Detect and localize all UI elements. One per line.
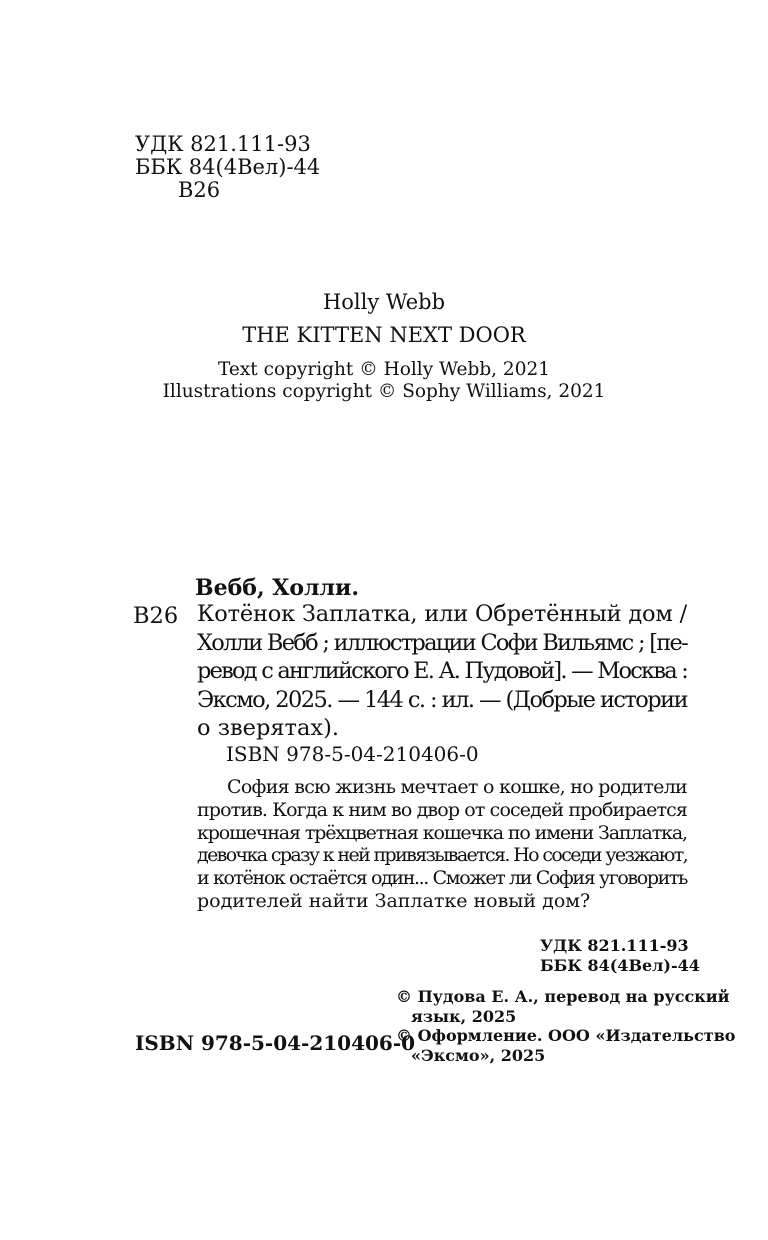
copyright-line: язык, 2025 bbox=[411, 1006, 517, 1026]
author-mark: В26 bbox=[178, 178, 221, 202]
bibliographic-line: Эксмо, 2025. — 144 с. : ил. — (Добрые истории bbox=[197, 686, 687, 713]
illustrations-copyright: Illustrations copyright © Sophy Williams, 2021 bbox=[162, 381, 606, 402]
footer-udk-code: УДК 821.111-93 bbox=[540, 936, 689, 955]
annotation-line: против. Когда к ним во двор от соседей пробирается bbox=[197, 798, 687, 821]
annotation-line: родителей найти Заплатке новый дом? bbox=[197, 889, 591, 912]
annotation-line: крошечная трёхцветная кошечка по имени Заплатка, bbox=[197, 821, 687, 844]
bibliographic-isbn: ISBN 978-5-04-210406-0 bbox=[226, 742, 479, 766]
text-copyright: Text copyright © Holly Webb, 2021 bbox=[217, 359, 551, 380]
footer-bbk-code: ББК 84(4Вел)-44 bbox=[540, 956, 700, 975]
bibliographic-line: Котёнок Заплатка, или Обретённый дом / bbox=[197, 601, 687, 627]
udk-code: УДК 821.111-93 bbox=[135, 132, 311, 156]
bibliographic-line: ревод с английского Е. А. Пудовой]. — Москва : bbox=[197, 658, 687, 684]
bibliographic-author-mark: В26 bbox=[133, 603, 179, 629]
annotation-line: и котёнок остаётся один... Сможет ли София уговорить bbox=[197, 867, 687, 890]
bibliographic-heading: Вебб, Холли. bbox=[195, 575, 360, 601]
copyright-line: «Эксмо», 2025 bbox=[411, 1045, 546, 1065]
bibliographic-description bbox=[197, 600, 687, 743]
original-title: THE KITTEN NEXT DOOR bbox=[242, 323, 526, 347]
bibliographic-line: о зверятах). bbox=[197, 715, 340, 741]
bibliographic-line: Холли Вебб ; иллюстрации Софи Вильямс ; [пе- bbox=[197, 629, 687, 656]
copyright-line: © Оформление. ООО «Издательство bbox=[396, 1026, 736, 1045]
annotation-line: София всю жизнь мечтает о кошке, но родители bbox=[227, 776, 687, 798]
annotation bbox=[197, 776, 687, 913]
footer-isbn: ISBN 978-5-04-210406-0 bbox=[135, 1031, 416, 1055]
bbk-code: ББК 84(4Вел)-44 bbox=[135, 155, 321, 179]
copyright-line: © Пудова Е. А., перевод на русский bbox=[396, 987, 730, 1006]
original-author: Holly Webb bbox=[322, 290, 446, 314]
annotation-line: девочка сразу к ней привязывается. Но соседи уезжают, bbox=[197, 844, 687, 867]
copyright-notices bbox=[396, 987, 735, 1065]
